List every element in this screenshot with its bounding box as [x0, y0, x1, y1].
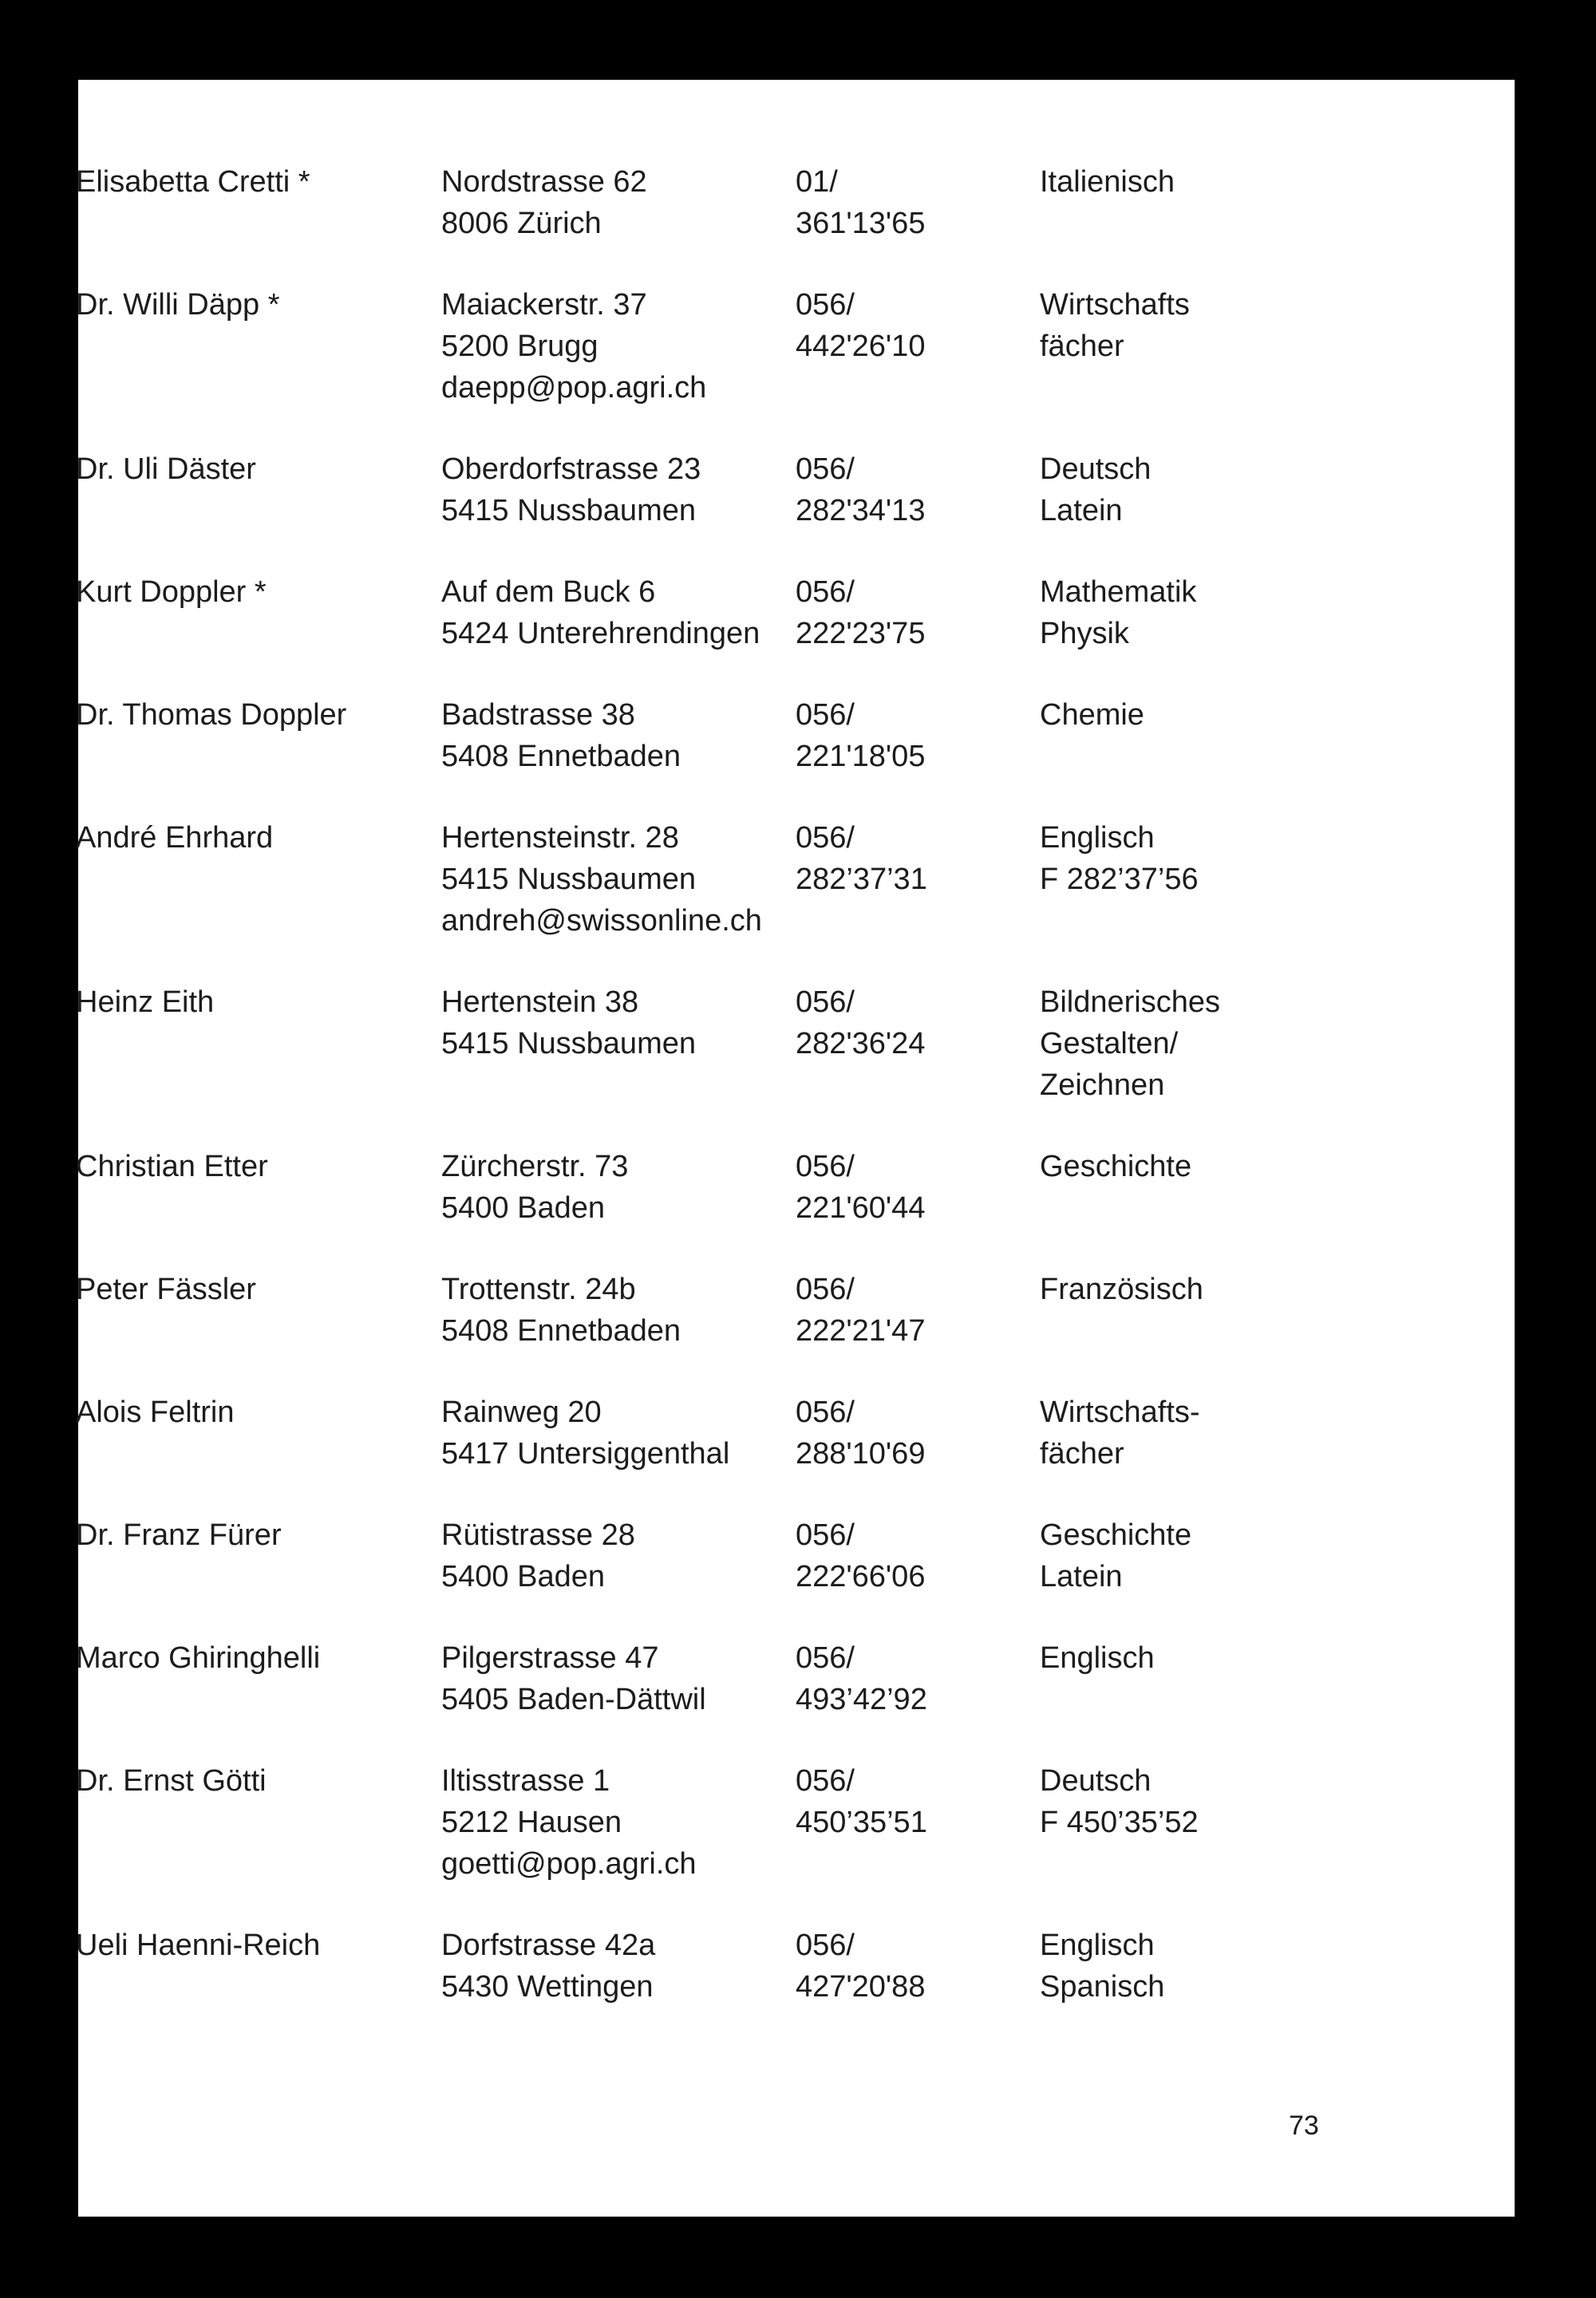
entry-name: Ueli Haenni-Reich	[76, 1929, 321, 1962]
entry-subjects	[1040, 694, 1144, 736]
directory-entry	[76, 571, 1393, 694]
email-address: daepp@pop.agri.ch	[441, 371, 707, 405]
subject-line: Spanisch	[1040, 1970, 1165, 2004]
entry-address	[441, 1392, 729, 1475]
address-line: 5405 Baden-Dättwil	[441, 1683, 706, 1716]
entry-address	[441, 694, 681, 777]
entry-name: Dr. Uli Däster	[76, 452, 256, 486]
entry-address	[441, 284, 706, 409]
entry-name: Peter Fässler	[76, 1273, 256, 1306]
entry-phone	[796, 1392, 925, 1475]
phone-area-code: 056/	[796, 1518, 855, 1552]
address-line: Hertensteinstr. 28	[441, 821, 679, 855]
entry-name: Alois Feltrin	[76, 1396, 235, 1429]
entry-phone	[796, 448, 925, 531]
address-line: 8006 Zürich	[441, 207, 602, 240]
phone-area-code: 056/	[796, 1396, 855, 1429]
fax-number: F 282’37’56	[1040, 863, 1199, 896]
subject-line: Gestalten/	[1040, 1027, 1179, 1060]
entry-subjects	[1040, 571, 1196, 654]
subject-line: Geschichte	[1040, 1518, 1192, 1552]
entry-address	[441, 1146, 628, 1229]
phone-number: 222'66'06	[796, 1560, 926, 1593]
directory-entry	[76, 161, 1393, 284]
entry-address	[441, 1637, 706, 1720]
address-line: Auf dem Buck 6	[441, 575, 656, 609]
entry-name: Dr. Ernst Götti	[76, 1764, 267, 1798]
phone-number: 221'18'05	[796, 740, 926, 773]
phone-number: 361'13'65	[796, 207, 926, 240]
subject-line: Latein	[1040, 1560, 1123, 1593]
address-line: Oberdorfstrasse 23	[441, 452, 701, 486]
entry-phone	[796, 817, 927, 900]
subject-line: Physik	[1040, 617, 1129, 650]
entry-address	[441, 1269, 681, 1352]
entry-name: Kurt Doppler *	[76, 575, 267, 609]
subject-line: Italienisch	[1040, 165, 1175, 199]
entry-subjects	[1040, 284, 1190, 367]
subject-line: Wirtschafts-	[1040, 1396, 1200, 1429]
fax-number: F 450’35’52	[1040, 1806, 1199, 1839]
subject-line: Englisch	[1040, 821, 1155, 855]
phone-number: 427'20'88	[796, 1970, 926, 2004]
email-address: goetti@pop.agri.ch	[441, 1847, 697, 1881]
phone-area-code: 056/	[796, 821, 855, 855]
subject-line: Chemie	[1040, 698, 1144, 732]
entry-subjects	[1040, 981, 1220, 1106]
entry-subjects	[1040, 1760, 1199, 1843]
address-line: Pilgerstrasse 47	[441, 1641, 659, 1675]
phone-number: 450’35’51	[796, 1806, 927, 1839]
address-line: Zürcherstr. 73	[441, 1150, 629, 1183]
address-line: Trottenstr. 24b	[441, 1273, 636, 1306]
directory-entry	[76, 284, 1393, 448]
address-line: Iltisstrasse 1	[441, 1764, 610, 1798]
entry-address	[441, 161, 647, 244]
entry-subjects	[1040, 1392, 1200, 1475]
subject-line: Mathematik	[1040, 575, 1197, 609]
subject-line: Latein	[1040, 494, 1123, 527]
address-line: 5200 Brugg	[441, 330, 598, 363]
subject-line: Englisch	[1040, 1641, 1155, 1675]
phone-area-code: 056/	[796, 288, 855, 322]
entry-phone	[796, 981, 925, 1064]
address-line: Hertenstein 38	[441, 985, 639, 1019]
directory-entry	[76, 1760, 1393, 1925]
phone-area-code: 056/	[796, 1929, 855, 1962]
directory-entry	[76, 1925, 1393, 2047]
directory-entry	[76, 981, 1393, 1146]
subject-line: Wirtschafts	[1040, 288, 1190, 322]
phone-number: 282'36'24	[796, 1027, 926, 1060]
subject-line: Englisch	[1040, 1929, 1155, 1962]
phone-area-code: 056/	[796, 1764, 855, 1798]
phone-number: 493’42’92	[796, 1683, 927, 1716]
entry-name: Marco Ghiringhelli	[76, 1641, 321, 1675]
address-line: Rütistrasse 28	[441, 1518, 635, 1552]
entry-name: Elisabetta Cretti *	[76, 165, 310, 199]
subject-line: Zeichnen	[1040, 1068, 1165, 1102]
address-line: 5415 Nussbaumen	[441, 1027, 696, 1060]
address-line: 5424 Unterehrendingen	[441, 617, 760, 650]
entry-subjects	[1040, 1146, 1191, 1187]
address-line: 5415 Nussbaumen	[441, 494, 696, 527]
address-line: Nordstrasse 62	[441, 165, 647, 199]
address-line: 5400 Baden	[441, 1191, 605, 1225]
phone-number: 288'10'69	[796, 1437, 926, 1471]
subject-line: Französisch	[1040, 1273, 1203, 1306]
subject-line: fächer	[1040, 330, 1124, 363]
subject-line: fächer	[1040, 1437, 1124, 1471]
address-line: 5400 Baden	[441, 1560, 605, 1593]
entry-name: Dr. Franz Fürer	[76, 1518, 282, 1552]
entry-phone	[796, 161, 925, 244]
phone-number: 282'34'13	[796, 494, 926, 527]
entry-phone	[796, 694, 925, 777]
address-line: Maiackerstr. 37	[441, 288, 647, 322]
address-line: 5415 Nussbaumen	[441, 863, 696, 896]
directory-entry	[76, 1146, 1393, 1269]
directory-entry	[76, 1269, 1393, 1392]
entry-address	[441, 981, 696, 1064]
entry-phone	[796, 1146, 925, 1229]
entry-subjects	[1040, 1269, 1203, 1310]
entry-subjects	[1040, 1925, 1164, 2008]
subject-line: Deutsch	[1040, 1764, 1152, 1798]
entry-address	[441, 1760, 697, 1885]
entry-address	[441, 1925, 655, 2008]
address-line: 5212 Hausen	[441, 1806, 622, 1839]
entry-subjects	[1040, 161, 1175, 203]
entry-phone	[796, 1637, 927, 1720]
address-line: 5430 Wettingen	[441, 1970, 654, 2004]
directory-entry	[76, 817, 1393, 981]
subject-line: Geschichte	[1040, 1150, 1192, 1183]
entry-phone	[796, 1925, 925, 2008]
entry-address	[441, 817, 762, 942]
entry-phone	[796, 284, 925, 367]
address-line: 5408 Ennetbaden	[441, 740, 681, 773]
entry-phone	[796, 1760, 927, 1843]
phone-number: 221'60'44	[796, 1191, 926, 1225]
entry-name: Dr. Thomas Doppler	[76, 698, 347, 732]
phone-area-code: 056/	[796, 698, 855, 732]
address-line: Dorfstrasse 42a	[441, 1929, 656, 1962]
entry-subjects	[1040, 1637, 1155, 1679]
entry-subjects	[1040, 1514, 1191, 1597]
directory-entry	[76, 1514, 1393, 1637]
entry-name: André Ehrhard	[76, 821, 274, 855]
phone-area-code: 01/	[796, 165, 838, 199]
entry-name: Heinz Eith	[76, 985, 215, 1019]
phone-number: 222'21'47	[796, 1314, 926, 1348]
directory-entry	[76, 448, 1393, 571]
phone-number: 442'26'10	[796, 330, 926, 363]
phone-area-code: 056/	[796, 1641, 855, 1675]
address-line: 5408 Ennetbaden	[441, 1314, 681, 1348]
entry-address	[441, 448, 701, 531]
directory-entry	[76, 1637, 1393, 1760]
directory-entry	[76, 694, 1393, 817]
phone-number: 282’37’31	[796, 863, 927, 896]
entry-address	[441, 571, 760, 654]
entry-phone	[796, 571, 925, 654]
subject-line: Bildnerisches	[1040, 985, 1220, 1019]
subject-line: Deutsch	[1040, 452, 1152, 486]
entry-phone	[796, 1269, 925, 1352]
entry-name: Christian Etter	[76, 1150, 268, 1183]
phone-area-code: 056/	[796, 1150, 855, 1183]
entry-subjects	[1040, 817, 1199, 900]
entry-phone	[796, 1514, 925, 1597]
address-line: Rainweg 20	[441, 1396, 602, 1429]
directory-entry	[76, 1392, 1393, 1514]
directory-list	[76, 161, 1393, 2047]
address-line: 5417 Untersiggenthal	[441, 1437, 730, 1471]
entry-name: Dr. Willi Däpp *	[76, 288, 280, 322]
address-line: Badstrasse 38	[441, 698, 635, 732]
phone-area-code: 056/	[796, 575, 855, 609]
entry-subjects	[1040, 448, 1151, 531]
phone-number: 222'23'75	[796, 617, 926, 650]
email-address: andreh@swissonline.ch	[441, 904, 762, 938]
entry-address	[441, 1514, 635, 1597]
page-number: 73	[1289, 2110, 1319, 2141]
phone-area-code: 056/	[796, 1273, 855, 1306]
phone-area-code: 056/	[796, 452, 855, 486]
phone-area-code: 056/	[796, 985, 855, 1019]
